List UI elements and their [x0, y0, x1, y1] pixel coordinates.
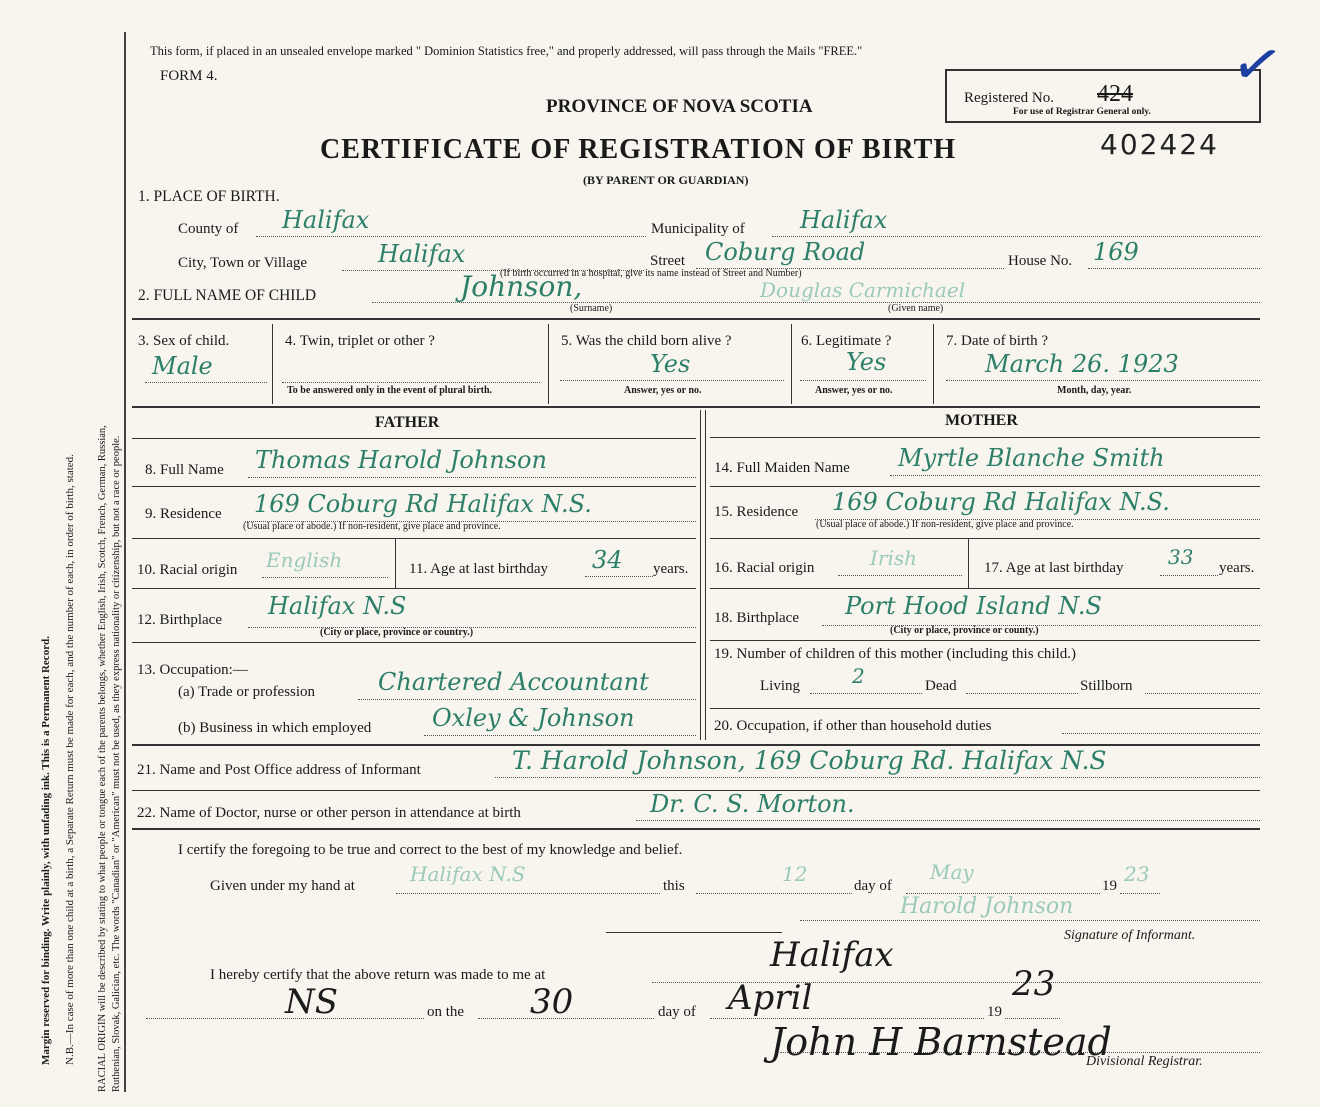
- alive-value: Yes: [650, 350, 691, 378]
- mother-age-label: 17. Age at last birthday: [984, 560, 1124, 576]
- dob-label: 7. Date of birth ?: [946, 333, 1049, 349]
- registrar-dayof-label: day of: [658, 1004, 696, 1020]
- child-given-name: Douglas Carmichael: [760, 278, 966, 302]
- mother-birthplace-value: Port Hood Island N.S: [845, 592, 1102, 620]
- occupation-label: 13. Occupation:—: [137, 662, 248, 678]
- house-value: 169: [1093, 238, 1139, 266]
- dead-label: Dead: [925, 678, 957, 694]
- given-year-value: 23: [1124, 862, 1150, 886]
- mother-racial-value: Irish: [870, 546, 918, 570]
- place-of-birth-heading: 1. PLACE OF BIRTH.: [138, 188, 280, 205]
- sex-label: 3. Sex of child.: [138, 333, 230, 349]
- mail-notice: This form, if placed in an unsealed envelope marked " Dominion Statistics free," and properly addressed, will pass through the Mails "FREE.": [150, 44, 863, 58]
- alive-note: Answer, yes or no.: [624, 385, 702, 396]
- father-birthplace-note: (City or place, province or country.): [320, 627, 474, 638]
- form-number: FORM 4.: [160, 68, 218, 84]
- child-name-label: 2. FULL NAME OF CHILD: [138, 287, 317, 304]
- street-value: Coburg Road: [705, 238, 866, 266]
- father-residence-note: (Usual place of abode.) If non-resident, give place and province.: [243, 521, 501, 532]
- province-heading: PROVINCE OF NOVA SCOTIA: [546, 96, 813, 117]
- given-name-caption: (Given name): [888, 303, 944, 314]
- alive-label: 5. Was the child born alive ?: [561, 333, 732, 349]
- hospital-note: (If birth occurred in a hospital, give its name instead of Street and Number): [500, 268, 802, 279]
- living-value: 2: [852, 664, 865, 688]
- mother-birthplace-label: 18. Birthplace: [714, 610, 799, 626]
- house-label: House No.: [1008, 253, 1073, 269]
- mother-age-value: 33: [1168, 545, 1194, 569]
- mother-name-value: Myrtle Blanche Smith: [898, 444, 1165, 472]
- father-age-unit: years.: [653, 561, 689, 577]
- informant-value: T. Harold Johnson, 169 Coburg Rd. Halifax N.S: [512, 746, 1107, 775]
- trade-label: (a) Trade or profession: [178, 684, 316, 700]
- margin-racial-origin-note-2: Ruthenian, Slovak, Galician, etc. The words "Canadian" or "American" must not be used, as they express nationality or citizenship, but not a race or people.: [111, 435, 122, 1092]
- father-birthplace-value: Halifax N.S: [268, 592, 407, 620]
- father-heading: FATHER: [375, 414, 440, 431]
- county-label: County of: [178, 221, 239, 237]
- father-birthplace-label: 12. Birthplace: [137, 612, 222, 628]
- city-label: City, Town or Village: [178, 255, 308, 271]
- registrar-prefix-value: NS: [285, 982, 339, 1022]
- dob-value: March 26. 1923: [985, 350, 1179, 378]
- informant-signature: Harold Johnson: [900, 894, 1074, 919]
- checkmark-icon: ✓: [1225, 25, 1290, 105]
- given-under-label: Given under my hand at: [210, 878, 355, 894]
- registrar-day-value: 30: [530, 982, 574, 1022]
- street-label: Street: [650, 253, 685, 269]
- registrar-place-value: Halifax: [770, 935, 894, 975]
- trade-value: Chartered Accountant: [378, 668, 649, 696]
- municipality-value: Halifax: [800, 206, 888, 234]
- this-label: this: [663, 878, 685, 894]
- margin-racial-origin-note-1: RACIAL ORIGIN will be described by stating to what people or tongue each of the parents belongs, whether English, Irish, Scotch, French, German, Russian,: [97, 425, 108, 1092]
- living-label: Living: [760, 678, 800, 694]
- city-value: Halifax: [378, 240, 466, 268]
- registrar-year-value: 23: [1012, 964, 1056, 1004]
- registered-label: Registered No.: [964, 90, 1054, 106]
- child-surname: Johnson,: [460, 270, 583, 303]
- certify-statement: I certify the foregoing to be true and correct to the best of my knowledge and belief.: [178, 842, 683, 858]
- registered-note: For use of Registrar General only.: [1013, 107, 1151, 117]
- legitimate-note: Answer, yes or no.: [815, 385, 893, 396]
- registration-number: 402424: [1100, 128, 1219, 161]
- registrar-signature: John H Barnstead: [770, 1020, 1112, 1064]
- business-value: Oxley & Johnson: [432, 704, 635, 732]
- twin-note: To be answered only in the event of plural birth.: [287, 385, 493, 396]
- registrar-month-value: April: [728, 978, 813, 1018]
- twin-label: 4. Twin, triplet or other ?: [285, 333, 435, 349]
- mother-occupation-label: 20. Occupation, if other than household duties: [714, 718, 992, 734]
- page-subtitle: (BY PARENT OR GUARDIAN): [583, 173, 749, 187]
- registrar-caption: Divisional Registrar.: [1086, 1054, 1203, 1069]
- registrar-year-prefix: 19: [987, 1004, 1002, 1020]
- mother-residence-value: 169 Coburg Rd Halifax N.S.: [832, 488, 1170, 516]
- given-day-value: 12: [782, 862, 808, 886]
- father-age-label: 11. Age at last birthday: [409, 561, 548, 577]
- mother-birthplace-note: (City or place, province or county.): [890, 625, 1039, 636]
- surname-caption: (Surname): [570, 303, 613, 314]
- mother-racial-label: 16. Racial origin: [714, 560, 815, 576]
- father-age-value: 34: [592, 546, 623, 574]
- father-residence-label: 9. Residence: [145, 506, 222, 522]
- legitimate-value: Yes: [846, 348, 887, 376]
- legitimate-label: 6. Legitimate ?: [801, 333, 892, 349]
- sex-value: Male: [152, 352, 213, 380]
- margin-binding-note: Margin reserved for binding. Write plainly, with unfading ink. This is a Permanent Record.: [40, 636, 52, 1065]
- page-title: CERTIFICATE OF REGISTRATION OF BIRTH: [320, 134, 957, 165]
- county-value: Halifax: [282, 206, 370, 234]
- father-racial-value: English: [266, 548, 343, 572]
- margin-nb-note: N.B.—In case of more than one child at a birth, a Separate Return must be made for each, and the number of each, in order of birth, stated.: [64, 454, 76, 1065]
- informant-label: 21. Name and Post Office address of Informant: [137, 762, 421, 778]
- father-name-label: 8. Full Name: [145, 462, 224, 478]
- mother-residence-label: 15. Residence: [714, 504, 799, 520]
- given-year-prefix: 19: [1102, 878, 1117, 894]
- mother-residence-note: (Usual place of abode.) If non-resident, give place and province.: [816, 519, 1074, 530]
- doctor-value: Dr. C. S. Morton.: [650, 790, 855, 818]
- doctor-label: 22. Name of Doctor, nurse or other person in attendance at birth: [137, 805, 521, 821]
- dob-note: Month, day, year.: [1057, 385, 1132, 396]
- mother-age-unit: years.: [1219, 560, 1255, 576]
- father-racial-label: 10. Racial origin: [137, 562, 238, 578]
- given-month-value: May: [930, 860, 974, 884]
- registered-value: 424: [1097, 81, 1133, 107]
- registrar-on-label: on the: [427, 1004, 465, 1020]
- given-dayof-label: day of: [854, 878, 892, 894]
- mother-name-label: 14. Full Maiden Name: [714, 460, 850, 476]
- father-residence-value: 169 Coburg Rd Halifax N.S.: [254, 490, 592, 518]
- registered-box: [945, 69, 1261, 123]
- father-name-value: Thomas Harold Johnson: [255, 446, 547, 474]
- given-place-value: Halifax N.S: [410, 862, 526, 886]
- children-count-label: 19. Number of children of this mother (including this child.): [714, 646, 1077, 662]
- mother-heading: MOTHER: [945, 412, 1018, 429]
- informant-signature-caption: Signature of Informant.: [1064, 928, 1196, 943]
- margin-rule: [124, 32, 126, 1092]
- registrar-statement: I hereby certify that the above return was made to me at: [210, 967, 546, 983]
- stillborn-label: Stillborn: [1080, 678, 1133, 694]
- municipality-label: Municipality of: [651, 221, 745, 237]
- business-label: (b) Business in which employed: [178, 720, 372, 736]
